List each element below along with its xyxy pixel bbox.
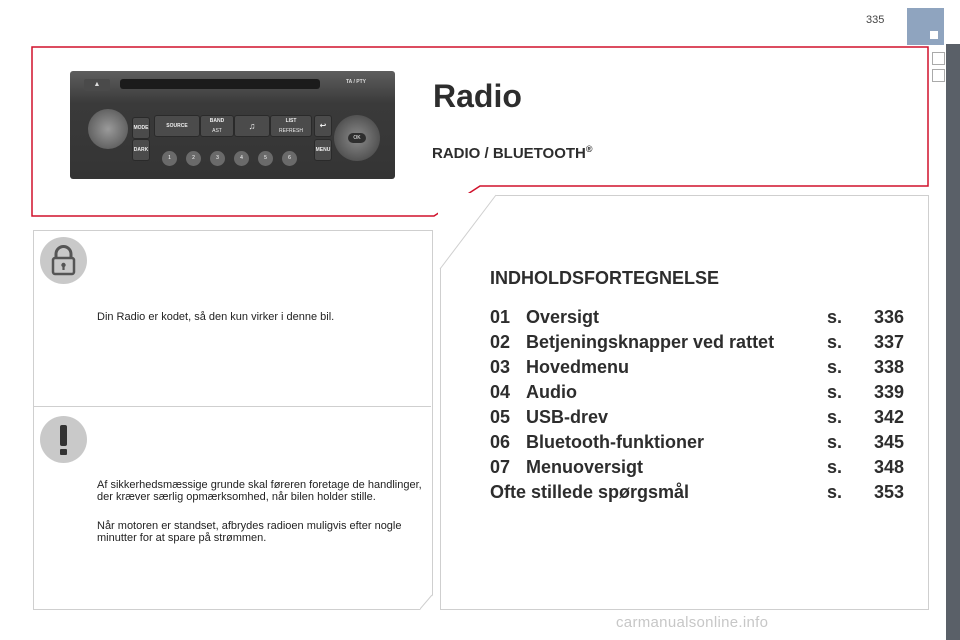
page-subtitle: [432, 144, 593, 162]
toc-item-page: 337: [874, 332, 905, 352]
toc-item-prefix: s.: [827, 432, 843, 452]
menu-button: MENU: [314, 139, 332, 161]
toc-item[interactable]: [490, 457, 910, 481]
list-button: [270, 115, 312, 137]
dark-button: DARK: [132, 139, 150, 161]
toc-item-number: 05: [490, 407, 511, 427]
toc-item-page: 348: [874, 457, 905, 477]
preset-button: 1: [162, 151, 177, 166]
radio-unit-image: [70, 71, 395, 179]
ta-pty-button: TA / PTY: [346, 79, 366, 85]
toc-item[interactable]: [490, 432, 910, 456]
mode-button: MODE: [132, 117, 150, 139]
toc-item-label: Audio: [526, 382, 577, 402]
toc-item-page: 342: [874, 407, 905, 427]
preset-button: 4: [234, 151, 249, 166]
toc-item-number: 03: [490, 357, 511, 377]
toc-item-prefix: s.: [827, 307, 843, 327]
list-label: LIST: [285, 118, 297, 124]
toc-item[interactable]: [490, 332, 910, 356]
toc-item-label: Betjeningsknapper ved rattet: [526, 332, 775, 352]
panel-corner: [420, 594, 434, 610]
toc-item-number: 06: [490, 432, 511, 452]
preset-button: 6: [282, 151, 297, 166]
toc-item-number: 07: [490, 457, 511, 477]
toc-item[interactable]: [490, 357, 910, 381]
toc-item-page: 353: [874, 482, 905, 502]
lock-icon: [40, 237, 87, 284]
toc-item-prefix: s.: [827, 332, 843, 352]
warning-icon: [40, 416, 87, 463]
toc-item-page: 345: [874, 432, 905, 452]
toc-item-page: 338: [874, 357, 905, 377]
toc-item-prefix: s.: [827, 357, 843, 377]
subtitle-text: RADIO / BLUETOOTH: [432, 145, 586, 162]
toc-item-prefix: s.: [827, 482, 843, 502]
preset-button: 3: [210, 151, 225, 166]
toc-item[interactable]: [490, 382, 910, 406]
ok-button: OK: [348, 133, 366, 143]
toc-item-label: Menuoversigt: [526, 457, 644, 477]
toc-item-page: 339: [874, 382, 905, 402]
toc-item-prefix: s.: [827, 457, 843, 477]
notes-panel: [33, 230, 433, 610]
code-note: Din Radio er kodet, så den kun virker i denne bil.: [97, 311, 335, 323]
page-number: 335: [866, 14, 885, 26]
toc-item-label: USB-drev: [526, 407, 609, 427]
source-button: SOURCE: [154, 115, 200, 137]
navigation-knob: [334, 115, 380, 161]
band-label: BAND: [209, 118, 225, 124]
eject-icon: ▲: [84, 79, 110, 91]
cd-slot: [120, 79, 320, 89]
toc-item-label: Hovedmenu: [526, 357, 630, 377]
preset-button: 5: [258, 151, 273, 166]
preset-button: 2: [186, 151, 201, 166]
band-sub-label: AST: [212, 128, 222, 134]
toc-item-number: 04: [490, 382, 511, 402]
toc-item[interactable]: [490, 407, 910, 431]
back-icon: ↩: [314, 115, 332, 137]
toc-faq-label: Ofte stillede spørgsmål: [490, 482, 690, 502]
toc-item-label: Bluetooth-funktioner: [526, 432, 704, 452]
toc-item-page: 336: [874, 307, 905, 327]
page-title: Radio: [433, 78, 522, 114]
watermark: carmanualsonline.info: [616, 614, 769, 631]
volume-knob: [88, 109, 128, 149]
toc-heading: INDHOLDSFORTEGNELSE: [490, 268, 720, 288]
list-sub-label: REFRESH: [279, 128, 303, 134]
toc-item[interactable]: [490, 307, 910, 331]
toc-item-label: Oversigt: [526, 307, 600, 327]
registered-mark: ®: [585, 144, 593, 154]
toc-item-prefix: s.: [827, 407, 843, 427]
safety-note-1: Af sikkerhedsmæssige grunde skal føreren foretage de handlinger, der kræver særlig opmærksomhed, når bilen holder stille.: [97, 479, 422, 503]
band-button: [200, 115, 234, 137]
toc-item-prefix: s.: [827, 382, 843, 402]
panel-divider: [33, 406, 431, 407]
toc-item-number: 01: [490, 307, 511, 327]
music-icon: ♫: [234, 115, 270, 137]
toc-item-number: 02: [490, 332, 511, 352]
toc-item-faq[interactable]: [490, 482, 910, 506]
safety-note-2: Når motoren er standset, afbrydes radioen muligvis efter nogle minutter for at spare på strømmen.: [97, 520, 402, 544]
toc-panel-corner: [438, 193, 500, 273]
